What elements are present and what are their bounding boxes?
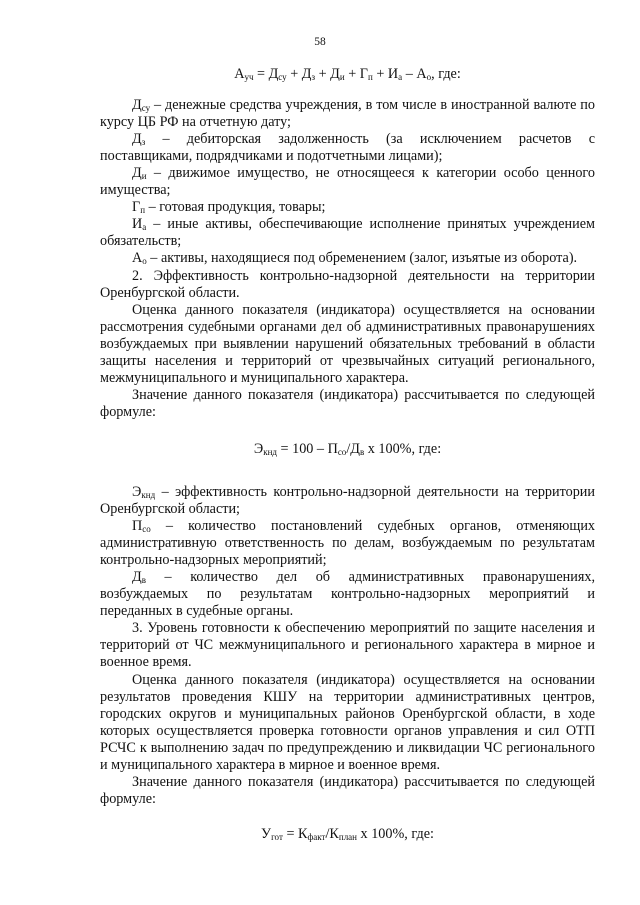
formula-readiness: $У_{гот} = К_{факт}/К_{план}$ х 100%, где: [261,825,434,842]
formula-asset-value: $А_{уч} = Д_{су} + Д_з + Д_и + Г_п + И_а - А_о$, где: [234,66,461,82]
document-body [100,66,595,843]
definition-item: $Д_и$ – движимое имущество, не относящееся к категории особо ценного имущества; [100,165,595,199]
definition-item: $И_а$ – иные активы, обеспечивающие исполнение принятых учреждением обязательств; [100,216,595,250]
definition-item: $Д_з$ – дебиторская задолженность (за исключением расчетов с поставщиками, подрядчиками и подотчетными лицами); [100,131,595,165]
section-3-paragraph: Оценка данного показателя (индикатора) осуществляется на основании результатов проведения КШУ на территории административных центров, городских округов и муниципальных районов Оренбургской области, в ходе которых осуществляется проверка готовности органов управления и сил ОТП РСЧС к выполнению задач по предупреждению и ликвидации ЧС регионального и муниципального характера в мирное и военное время. [100,671,595,773]
definition-item: $Г_п$ – готовая продукция, товары; [132,199,326,216]
formula-efficiency: $Э_{кнд} = 100 - П_{со}/Д_в$ х 100%, где: [253,440,442,457]
definition-item: $Д_{су}$ – денежные средства учреждения, в том числе в иностранной валюте по курсу ЦБ РФ на отчетную дату; [100,97,595,131]
definition-item: $А_о$ – активы, находящиеся под обременением (залог, изъятые из оборота). [132,250,578,267]
section-3-heading: 3. Уровень готовности к обеспечению мероприятий по защите населения и территорий от ЧС межмуниципального и регионального характера в мирное и военное время. [100,620,595,671]
section-2-paragraph: Оценка данного показателя (индикатора) осуществляется на основании рассмотрения судебными органами дел об административных правонарушениях возбуждаемых при выявлении нарушений обязательных требований в области защиты населения и территорий от чрезвычайных ситуаций регионального, межмуниципального и муниципального характера. [100,301,595,386]
section-2-heading: 2. Эффективность контрольно-надзорной деятельности на территории Оренбургской области. [100,267,595,301]
section-2-formula-intro: Значение данного показателя (индикатора) рассчитывается по следующей формуле: [100,386,595,420]
section-3-formula-intro: Значение данного показателя (индикатора) рассчитывается по следующей формуле: [100,773,595,807]
definition-item: $Э_{кнд}$ – эффективность контрольно-надзорной деятельности на территории Оренбургской области; [100,483,595,518]
page-number: 58 [314,36,326,48]
definition-item: $П_{со}$ – количество постановлений судебных органов, отменяющих административную ответственность по делам, возбуждаемым по результатам контрольно-надзорных мероприятий; [100,518,595,569]
definition-item: $Д_в$ – количество дел об административных правонарушениях, возбуждаемых по результатам контрольно-надзорных мероприятий и переданных в судебные органы. [100,569,595,620]
